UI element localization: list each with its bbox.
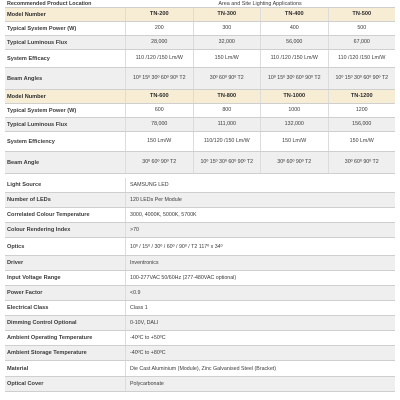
table-cell: 110 /120 /150 Lm/W (125, 50, 193, 67)
spec-row (5, 238, 395, 256)
row-label: Beam Angle (7, 159, 40, 166)
table-cell: 600 (125, 104, 193, 117)
table-cell: 150 Lm/W (260, 132, 328, 151)
table-row (5, 22, 395, 36)
spec-row (5, 301, 395, 316)
table-cell: 32,000 (193, 36, 261, 49)
spec-value: -40ºC to +50ºC (125, 331, 395, 345)
table-cell: 150 Lm/W (328, 132, 396, 151)
model-cell: TN-800 (193, 90, 261, 103)
table-cell: 10º 15º 30º 60º 90º T2 (328, 68, 396, 89)
spec-row (5, 271, 395, 286)
spec-value: -40ºC to +80ºC (125, 346, 395, 360)
spec-value: Class 1 (125, 301, 395, 315)
header-row (5, 0, 395, 8)
spec-row (5, 286, 395, 301)
spec-row (5, 223, 395, 238)
table-cell: 110/120 /150 Lm/W (193, 132, 261, 151)
table-cell: 150 Lm/W (193, 50, 261, 67)
row-label: Beam Angles (7, 75, 43, 82)
spec-label: Ambient Storage Temperature (7, 350, 87, 356)
spec-value: Polycarbonate (125, 377, 395, 391)
spec-label: Driver (7, 260, 24, 266)
spec-label: Power Factor (7, 290, 43, 296)
table-row (5, 118, 395, 132)
table-cell: 132,000 (260, 118, 328, 131)
table-cell: 1000 (260, 104, 328, 117)
spec-sheet (5, 0, 395, 392)
table-cell: 10º 15º 30º 60º 90º T2 (193, 152, 261, 173)
table-cell: 30º 60º 90º T2 (193, 68, 261, 89)
table-cell: 200 (125, 22, 193, 35)
spec-label: Light Source (7, 182, 42, 188)
table-row (5, 68, 395, 90)
spec-value: 0-10V, DALI (125, 316, 395, 330)
spec-row (5, 256, 395, 271)
model-number-label: Model Number (7, 93, 46, 100)
model-cell: TN-400 (260, 8, 328, 21)
spec-row (5, 377, 395, 392)
model-cell: TN-500 (328, 8, 396, 21)
row-label: Typical Luminous Flux (7, 121, 68, 128)
table-cell: 1200 (328, 104, 396, 117)
spec-label: Electrical Class (7, 305, 49, 311)
spec-value: >70 (125, 223, 395, 237)
application-label: Area and Site Lighting Applications (218, 0, 302, 7)
spec-row (5, 346, 395, 361)
table-cell: 28,000 (125, 36, 193, 49)
spec-label: Optics (7, 243, 25, 250)
spec-value: 10º / 15º / 30º / 60º / 90º / T2 117º x 34º (125, 238, 395, 255)
table-row (5, 104, 395, 118)
spec-row (5, 208, 395, 223)
model-cell: TN-300 (193, 8, 261, 21)
table-cell: 30º 60º 90º T2 (125, 152, 193, 173)
table-row (5, 132, 395, 152)
spec-label: Input Voltage Range (7, 275, 61, 281)
row-label: System Efficacy (7, 55, 50, 62)
table-cell: 78,000 (125, 118, 193, 131)
model-cell: TN-1200 (328, 90, 396, 103)
product-location-label: Recommended Product Location (7, 0, 92, 7)
model-header-row-1 (5, 8, 395, 22)
table-cell: 30º 60º 90º T2 (328, 152, 396, 173)
spec-row (5, 331, 395, 346)
spec-label: Ambient Operating Temperature (7, 335, 93, 341)
spec-row (5, 193, 395, 208)
table-cell: 110 /120 /150 Lm/W (328, 50, 396, 67)
row-label: Typical System Power (W) (7, 107, 77, 114)
spec-value: 3000, 4000K, 5000K, 5700K (125, 208, 395, 222)
model-cell: TN-200 (125, 8, 193, 21)
model-header-row-2 (5, 90, 395, 104)
table-cell: 150 Lm/W (125, 132, 193, 151)
model-number-label: Model Number (7, 11, 46, 18)
spec-value: 100-277VAC 50/60Hz (277-480VAC optional) (125, 271, 395, 285)
spec-label: Number of LEDs (7, 197, 51, 203)
spec-label: Optical Cover (7, 381, 44, 387)
spec-label: Material (7, 365, 29, 372)
table-cell: 56,000 (260, 36, 328, 49)
table-cell: 156,000 (328, 118, 396, 131)
spec-row (5, 361, 395, 377)
spec-label: Dimming Control Optional (7, 320, 77, 326)
spec-label: Colour Rendering Index (7, 227, 71, 233)
table-cell: 800 (193, 104, 261, 117)
spec-value: Inventronics (125, 256, 395, 270)
spec-value: Die Cast Aluminium (Module), Zinc Galvanised Steel (Bracket) (125, 361, 395, 376)
table-cell: 10º 15º 30º 60º 90º T2 (260, 68, 328, 89)
spec-row (5, 316, 395, 331)
table-row (5, 50, 395, 68)
table-cell: 10º 15º 30º 60º 90º T2 (125, 68, 193, 89)
row-label: System Efficiency (7, 138, 55, 145)
spec-value: 120 LEDs Per Module (125, 193, 395, 207)
table-cell: 300 (193, 22, 261, 35)
model-cell: TN-600 (125, 90, 193, 103)
spec-label: Correlated Colour Temperature (7, 212, 90, 218)
table-row (5, 36, 395, 50)
row-label: Typical Luminous Flux (7, 39, 68, 46)
table-cell: 30º 60º 90º T2 (260, 152, 328, 173)
table-cell: 110 /120 /150 Lm/W (260, 50, 328, 67)
table-cell: 67,000 (328, 36, 396, 49)
spec-row (5, 178, 395, 193)
row-label: Typical System Power (W) (7, 25, 77, 32)
table-cell: 400 (260, 22, 328, 35)
model-cell: TN-1000 (260, 90, 328, 103)
table-row (5, 152, 395, 174)
table-cell: 111,000 (193, 118, 261, 131)
spec-value: SAMSUNG LED (125, 178, 395, 192)
spec-value: <0.9 (125, 286, 395, 300)
table-cell: 500 (328, 22, 396, 35)
